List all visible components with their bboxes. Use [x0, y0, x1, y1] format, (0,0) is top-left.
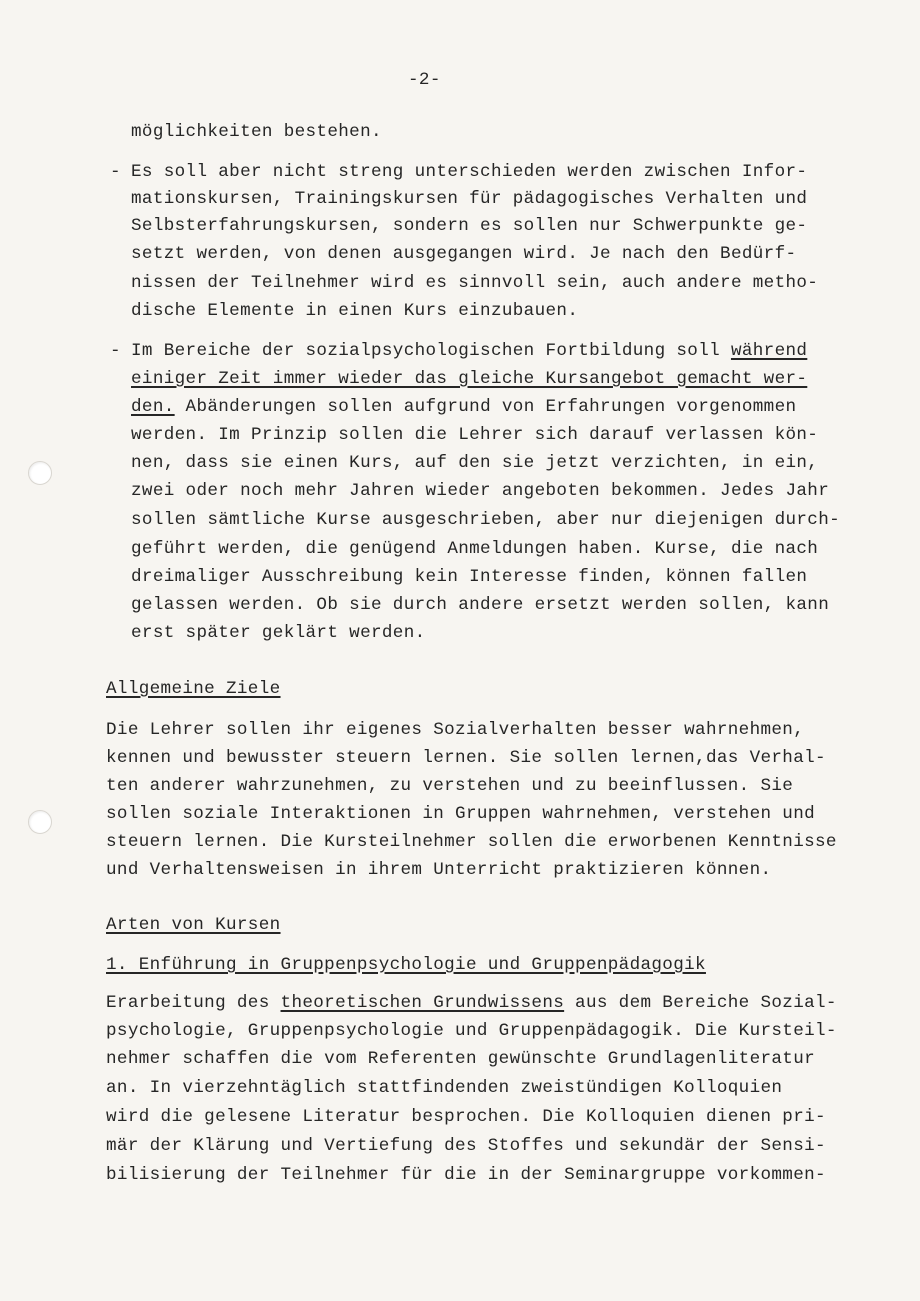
section-heading: Allgemeine Ziele [106, 679, 281, 699]
text-line: geführt werden, die genügend Anmeldungen haben. Kurse, die nach [131, 539, 819, 559]
text-line: erst später geklärt werden. [131, 623, 426, 643]
text-run: Abänderungen sollen aufgrund von Erfahrungen vorgenommen [174, 397, 797, 417]
punch-hole [28, 810, 52, 834]
text-run: Erarbeitung des [106, 993, 281, 1013]
text-line: bilisierung der Teilnehmer für die in der Seminargruppe vorkommen- [106, 1165, 826, 1185]
page-number: -2- [408, 70, 441, 90]
underlined-text: einiger Zeit immer wieder das gleiche Kursangebot gemacht wer- [131, 369, 808, 389]
underlined-text: während [730, 341, 808, 361]
text-line: möglichkeiten bestehen. [131, 122, 382, 142]
text-line: und Verhaltensweisen in ihrem Unterricht praktizieren können. [106, 860, 772, 880]
text-line: sollen sämtliche Kurse ausgeschrieben, aber nur diejenigen durch- [131, 510, 841, 530]
text-line: sollen soziale Interaktionen in Gruppen wahrnehmen, verstehen und [106, 804, 816, 824]
text-line: werden. Im Prinzip sollen die Lehrer sich darauf verlassen kön- [131, 425, 819, 445]
text-line: nehmer schaffen die vom Referenten gewünschte Grundlagenliteratur [106, 1049, 816, 1069]
text-line: setzt werden, von denen ausgegangen wird. Je nach den Bedürf- [131, 244, 797, 264]
text-line: wird die gelesene Literatur besprochen. Die Kolloquien dienen pri- [106, 1107, 826, 1127]
text-line: zwei oder noch mehr Jahren wieder angeboten bekommen. Jedes Jahr [131, 481, 830, 501]
section-heading: Arten von Kursen [106, 915, 281, 935]
text-line: an. In vierzehntäglich stattfindenden zweistündigen Kolloquien [106, 1078, 783, 1098]
subsection-heading: 1. Enführung in Gruppenpsychologie und Gruppenpädagogik [106, 955, 706, 975]
text-line: kennen und bewusster steuern lernen. Sie sollen lernen,das Verhal- [106, 748, 826, 768]
underlined-text: theoretischen Grundwissens [280, 993, 565, 1013]
text-line: dreimaliger Ausschreibung kein Interesse finden, können fallen [131, 567, 808, 587]
underlined-text: den. [131, 397, 175, 417]
text-line: Die Lehrer sollen ihr eigenes Sozialverhalten besser wahrnehmen, [106, 720, 805, 740]
bullet-dash: - [110, 341, 121, 361]
text-line: Selbsterfahrungskursen, sondern es sollen nur Schwerpunkte ge- [131, 216, 808, 236]
text-line: nissen der Teilnehmer wird es sinnvoll sein, auch andere metho- [131, 273, 819, 293]
text-run: aus dem Bereiche Sozial- [564, 993, 837, 1013]
text-line [131, 341, 807, 361]
text-line: Es soll aber nicht streng unterschieden werden zwischen Infor- [131, 162, 808, 182]
text-line: steuern lernen. Die Kursteilnehmer sollen die erworbenen Kenntnisse [106, 832, 837, 852]
text-line [131, 397, 796, 417]
text-line: psychologie, Gruppenpsychologie und Gruppenpädagogik. Die Kursteil- [106, 1021, 837, 1041]
text-line: gelassen werden. Ob sie durch andere ersetzt werden sollen, kann [131, 595, 830, 615]
bullet-dash: - [110, 162, 121, 182]
text-line: nen, dass sie einen Kurs, auf den sie jetzt verzichten, in ein, [131, 453, 819, 473]
text-line: ten anderer wahrzunehmen, zu verstehen und zu beeinflussen. Sie [106, 776, 794, 796]
text-line: mationskursen, Trainingskursen für pädagogisches Verhalten und [131, 189, 808, 209]
text-line: mär der Klärung und Vertiefung des Stoffes und sekundär der Sensi- [106, 1136, 826, 1156]
text-run: Im Bereiche der sozialpsychologischen Fortbildung soll [131, 341, 731, 361]
text-line: dische Elemente in einen Kurs einzubauen. [131, 301, 579, 321]
punch-hole [28, 461, 52, 485]
text-line [106, 993, 837, 1013]
